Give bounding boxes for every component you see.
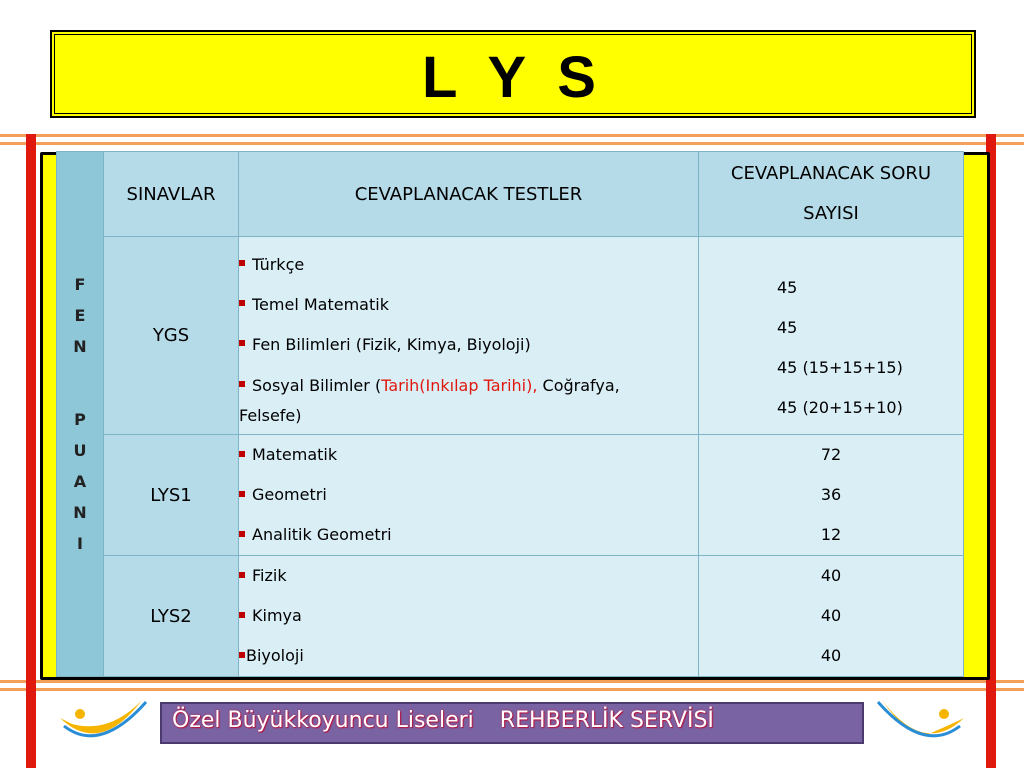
test-label: Geometri — [252, 485, 327, 504]
school-name: Özel Büyükkoyuncu Liseleri — [172, 708, 474, 733]
count-list — [699, 435, 964, 556]
count-value: 40 — [820, 646, 842, 665]
count-value: 45 — [777, 277, 798, 297]
count-list — [699, 237, 964, 435]
footer-text — [172, 708, 714, 733]
list-item — [239, 245, 698, 285]
header-counts-line1: CEVAPLANACAK SORU — [730, 163, 932, 184]
red-side-bar-left — [26, 134, 36, 768]
orange-divider-top-2 — [0, 142, 1024, 145]
footer-banner — [160, 702, 864, 744]
bullet-icon — [239, 451, 245, 457]
list-item — [239, 435, 698, 475]
exam-name: LYS1 — [104, 435, 239, 556]
header-counts-line2: SAYISI — [803, 203, 859, 224]
test-list — [239, 237, 699, 435]
side-letter: P — [74, 410, 86, 429]
list-item — [239, 325, 698, 365]
bullet-icon — [239, 572, 245, 578]
test-label: Temel Matematik — [252, 294, 389, 314]
side-letter: E — [74, 306, 86, 325]
test-label: Coğrafya, Felsefe) — [239, 375, 620, 425]
side-letter: F — [74, 275, 86, 294]
test-label: Türkçe — [252, 254, 305, 274]
count-value: 45 — [777, 317, 798, 337]
title-banner — [50, 30, 976, 118]
test-label: Biyoloji — [246, 646, 304, 665]
page-title: L Y S — [422, 45, 604, 110]
side-letter: U — [73, 441, 87, 460]
header-counts — [699, 152, 964, 237]
list-item — [239, 636, 698, 676]
school-logo-icon — [50, 696, 150, 756]
list-item — [239, 475, 698, 515]
test-label: Kimya — [252, 606, 302, 625]
test-label: Sosyal Bilimler ( — [252, 375, 382, 395]
school-logo-icon — [874, 696, 974, 756]
orange-divider-top — [0, 134, 1024, 137]
bullet-icon — [239, 300, 245, 306]
header-tests: CEVAPLANACAK TESTLER — [239, 152, 699, 237]
count-value: 40 — [820, 566, 842, 585]
side-label-cell — [57, 152, 104, 677]
exam-name: YGS — [104, 237, 239, 435]
count-value: 40 — [820, 606, 842, 625]
count-value: 45 (15+15+15) — [777, 357, 903, 377]
bullet-icon — [239, 652, 245, 658]
count-value: 72 — [820, 445, 842, 464]
test-list — [239, 435, 699, 556]
bullet-icon — [239, 340, 245, 346]
side-letter: A — [73, 472, 87, 491]
bullet-icon — [239, 531, 245, 537]
test-label-highlight: Tarih(Inkılap Tarihi), — [381, 375, 538, 395]
count-list — [699, 556, 964, 677]
orange-divider-bottom — [0, 680, 1024, 683]
side-letter: N — [73, 503, 87, 522]
exam-name: LYS2 — [104, 556, 239, 677]
list-item — [239, 556, 698, 596]
bullet-icon — [239, 612, 245, 618]
side-letter: I — [77, 534, 83, 553]
list-item — [239, 596, 698, 636]
side-letter: N — [73, 337, 87, 356]
list-item — [239, 515, 698, 555]
test-list — [239, 556, 699, 677]
count-value: 12 — [820, 525, 842, 544]
count-value: 45 (20+15+10) — [777, 397, 903, 417]
orange-divider-bottom-2 — [0, 688, 1024, 691]
service-name: REHBERLİK SERVİSİ — [499, 708, 714, 733]
test-label: Matematik — [252, 445, 338, 464]
test-label: Fizik — [252, 566, 287, 585]
test-label: Analitik Geometri — [252, 525, 392, 544]
exam-table — [56, 151, 964, 677]
bullet-icon — [239, 260, 245, 266]
list-item — [239, 365, 698, 431]
list-item — [239, 285, 698, 325]
count-value: 36 — [820, 485, 842, 504]
bullet-icon — [239, 381, 245, 387]
test-label: Fen Bilimleri (Fizik, Kimya, Biyoloji) — [252, 334, 531, 354]
header-exams: SINAVLAR — [104, 152, 239, 237]
bullet-icon — [239, 491, 245, 497]
